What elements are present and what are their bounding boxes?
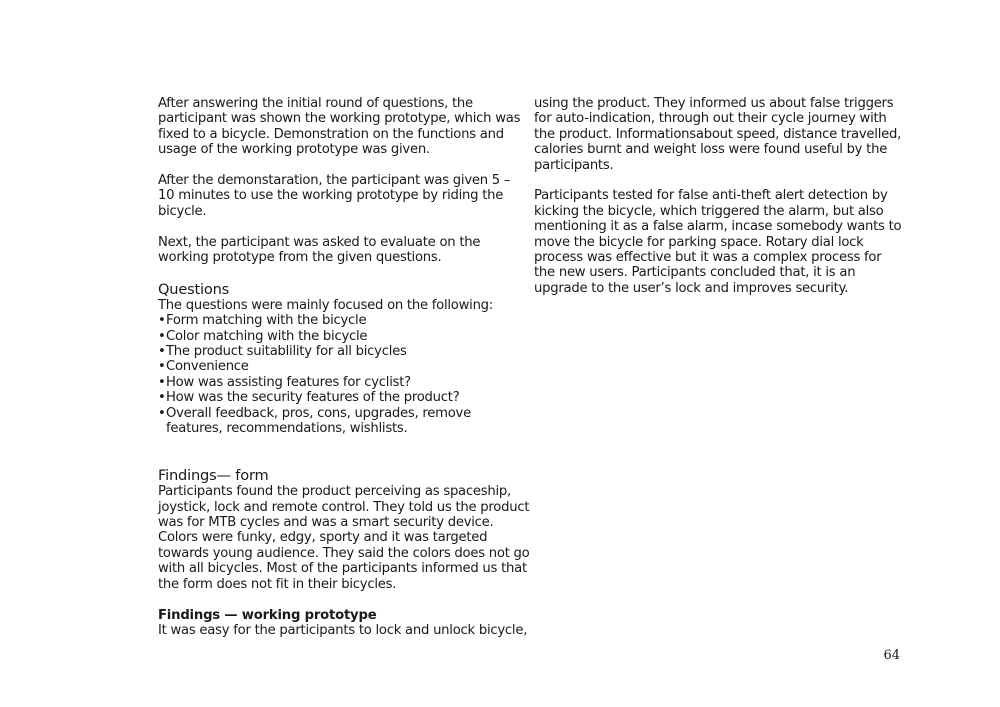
list-item: • Convenience bbox=[158, 359, 530, 374]
list-item: • The product suitablility for all bicycles bbox=[158, 344, 530, 359]
left-column bbox=[158, 96, 530, 638]
list-item: • Overall feedback, pros, cons, upgrades, remove features, recommendations, wishlists. bbox=[158, 406, 530, 437]
findings-prototype-section bbox=[158, 608, 530, 639]
right-column bbox=[534, 96, 906, 312]
list-item: • Color matching with the bicycle bbox=[158, 329, 530, 344]
questions-section bbox=[158, 281, 530, 437]
questions-lead: The questions were mainly focused on the following: bbox=[158, 297, 493, 313]
findings-prototype-heading: Findings — working prototype bbox=[158, 607, 377, 623]
findings-form-text: Participants found the product perceiving as spaceship, joystick, lock and remote control. They told us the product was for MTB cycles and was a smart security device. Colors were funky, edgy, sporty and it was targeted towards young audience. They said the colors does not go with all bicycles. Most of the participants informed us that the form does not fit in their bicycles. bbox=[158, 484, 530, 592]
page-number: 64 bbox=[883, 648, 900, 663]
list-item: • Form matching with the bicycle bbox=[158, 313, 530, 328]
questions-heading: Questions bbox=[158, 280, 230, 298]
findings-prototype-text: It was easy for the participants to lock and unlock bicycle, bbox=[158, 622, 528, 638]
intro-paragraph-3: Next, the participant was asked to evaluate on the working prototype from the given questions. bbox=[158, 234, 481, 266]
intro-paragraph-2: After the demonstaration, the participant was given 5 – 10 minutes to use the working prototype by riding the bicycle. bbox=[158, 173, 511, 219]
questions-list bbox=[158, 313, 530, 436]
section-spacer bbox=[158, 452, 530, 467]
continued-paragraph-2: Participants tested for false anti-theft alert detection by kicking the bicycle, which triggered the alarm, but also mentioning it as a false alarm, incase somebody wants to move the bicycle for parking space. Rotary dial lock process was effective but it was a complex process for the new users. Participants concluded that, it is an upgrade to the user’s lock and improves security. bbox=[534, 188, 902, 296]
list-item: • How was the security features of the product? bbox=[158, 390, 530, 405]
findings-form-heading: Findings— form bbox=[158, 467, 269, 485]
intro-paragraph-1: After answering the initial round of questions, the participant was shown the working prototype, which was fixed to a bicycle. Demonstration on the functions and usage of the working prototype was given. bbox=[158, 96, 521, 158]
continued-paragraph-1: using the product. They informed us about false triggers for auto-indication, through out their cycle journey with the product. Informationsabout speed, distance travelled, calories burnt and weight loss were found useful by the participants. bbox=[534, 96, 902, 173]
list-item: • How was assisting features for cyclist? bbox=[158, 375, 530, 390]
findings-form-section bbox=[158, 467, 530, 592]
